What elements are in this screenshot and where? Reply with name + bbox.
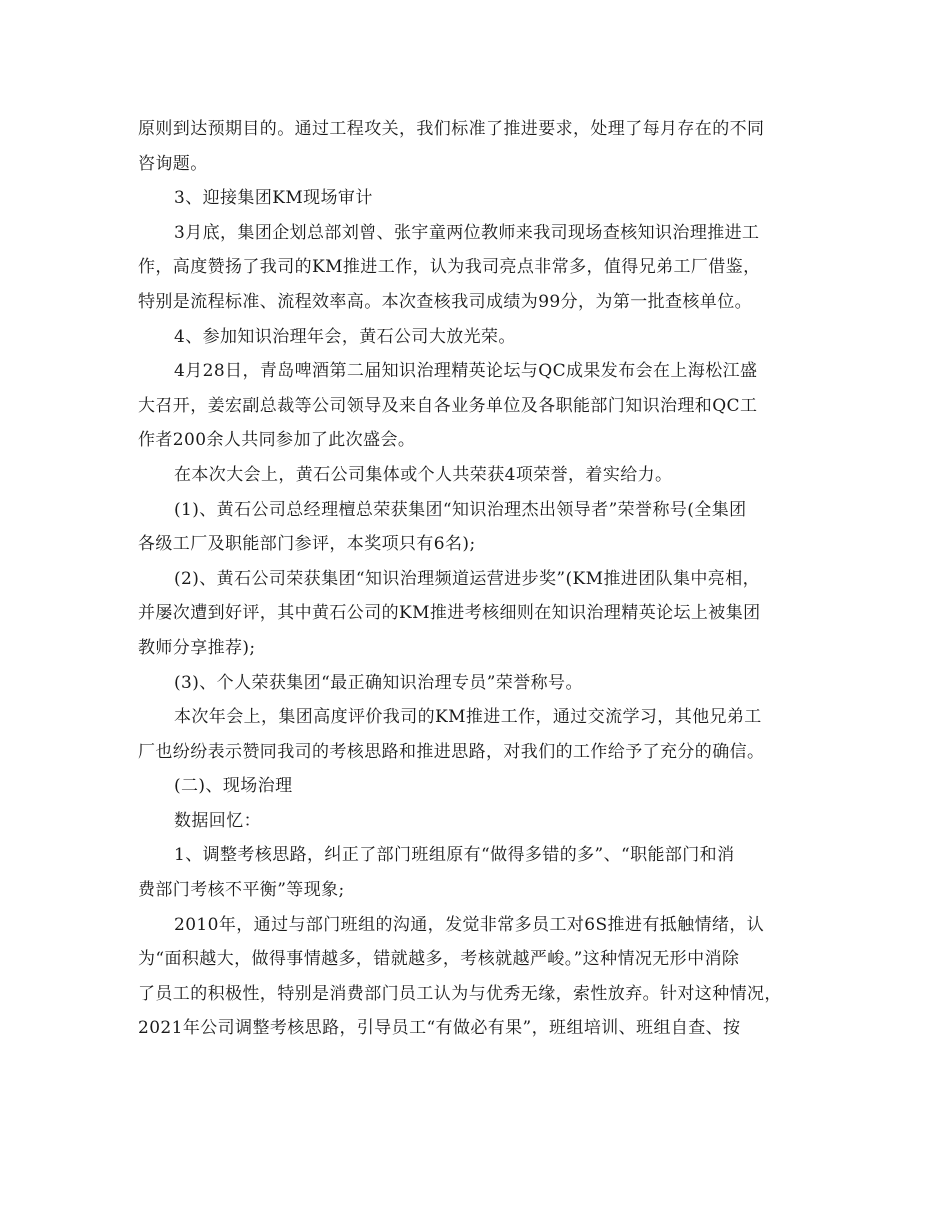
text-line: 1、调整考核思路，纠正了部门班组原有“做得多错的多”、“职能部门和消 bbox=[174, 845, 735, 866]
text-line: (二)、现场治理 bbox=[174, 776, 293, 797]
text-line: 了员工的积极性，特别是消费部门员工认为与优秀无缘，索性放弃。针对这种情况， bbox=[138, 983, 782, 1004]
text-line: 3月底，集团企划总部刘曾、张宇童两位教师来我司现场查核知识治理推进工 bbox=[174, 222, 760, 243]
text-line: 并屡次遭到好评，其中黄石公司的KM推进考核细则在知识治理精英论坛上被集团 bbox=[138, 603, 761, 624]
text-line: (2)、黄石公司荣获集团“知识治理频道运营进步奖”(KM推进团队集中亮相， bbox=[174, 568, 761, 589]
text-line: 咨询题。 bbox=[138, 153, 208, 174]
text-line: 数据回忆： bbox=[174, 810, 261, 831]
document-body bbox=[138, 112, 828, 1046]
text-line: 特别是流程标准、流程效率高。本次查核我司成绩为99分，为第一批查核单位。 bbox=[138, 291, 753, 312]
text-line: 2021年公司调整考核思路，引导员工“有做必有果”，班组培训、班组自查、按 bbox=[138, 1018, 741, 1039]
text-line: 各级工厂及职能部门参评，本奖项只有6名); bbox=[138, 534, 476, 555]
text-line: 作者200余人共同参加了此次盛会。 bbox=[138, 430, 416, 451]
text-line: 教师分享推荐); bbox=[138, 637, 256, 658]
text-line: 在本次大会上，黄石公司集体或个人共荣获4项荣誉，着实给力。 bbox=[174, 464, 673, 485]
text-line: (1)、黄石公司总经理檀总荣获集团“知识治理杰出领导者”荣誉称号(全集团 bbox=[174, 499, 747, 520]
text-line: (3)、个人荣获集团“最正确知识治理专员”荣誉称号。 bbox=[174, 672, 583, 693]
text-line: 为“面积越大，做得事情越多，错就越多，考核就越严峻。”这种情况无形中消除 bbox=[138, 949, 740, 970]
text-line: 2010年，通过与部门班组的沟通，发觉非常多员工对6S推进有抵触情绪，认 bbox=[174, 914, 765, 935]
text-line: 3、迎接集团KM现场审计 bbox=[174, 188, 373, 209]
text-line: 本次年会上，集团高度评价我司的KM推进工作，通过交流学习，其他兄弟工 bbox=[174, 707, 762, 728]
text-line: 作，高度赞扬了我司的KM推进工作，认为我司亮点非常多，值得兄弟工厂借鉴， bbox=[138, 257, 761, 278]
text-line: 4月28日，青岛啤酒第二届知识治理精英论坛与QC成果发布会在上海松江盛 bbox=[174, 361, 758, 382]
text-line: 原则到达预期目的。通过工程攻关，我们标准了推进要求，处理了每月存在的不同 bbox=[138, 119, 765, 139]
text-line: 费部门考核不平衡”等现象; bbox=[138, 880, 345, 901]
text-line: 4、参加知识治理年会，黄石公司大放光荣。 bbox=[174, 326, 516, 347]
text-line: 大召开，姜宏副总裁等公司领导及来自各业务单位及各职能部门知识治理和QC工 bbox=[138, 395, 758, 416]
text-line: 厂也纷纷表示赞同我司的考核思路和推进思路，对我们的工作给予了充分的确信。 bbox=[138, 741, 765, 762]
